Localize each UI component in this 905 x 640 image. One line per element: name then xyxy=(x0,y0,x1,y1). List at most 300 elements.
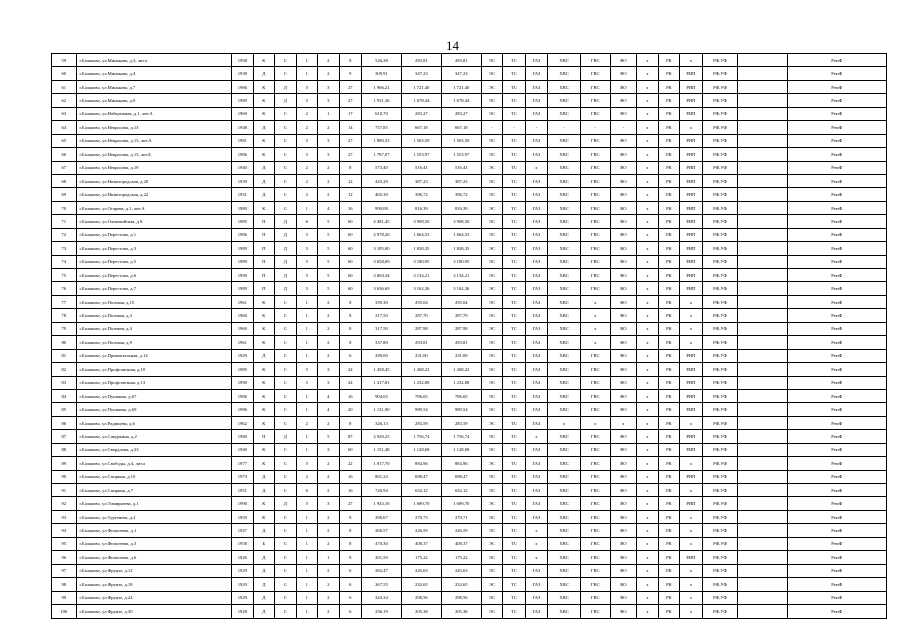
cell-equipment: х xyxy=(680,524,703,537)
cell-blank xyxy=(738,457,787,470)
cell-address: г.Балаково, ул.Свободы, д.4, лит.а xyxy=(76,457,232,470)
cell-floors: 2 xyxy=(318,67,339,80)
cell-foundation: РФ,УФ xyxy=(702,107,738,120)
cell-total-area: 4 481,45 xyxy=(362,215,402,228)
cell-hot-water: ГВС xyxy=(580,148,610,161)
cell-floors: 2 xyxy=(318,591,339,604)
cell-floors: 5 xyxy=(318,255,339,268)
cell-apartments: 8 xyxy=(339,551,362,564)
cell-elevator: х xyxy=(637,604,658,618)
cell-roof: РК xyxy=(658,524,679,537)
cell-power-supply: ЭС xyxy=(481,551,502,564)
cell-floor-material: Д xyxy=(275,94,296,107)
cell-living-area: 1 565,50 xyxy=(401,134,441,147)
cell-floors: 2 xyxy=(318,188,339,201)
cell-blank xyxy=(738,389,787,402)
cell-elevator: х xyxy=(637,295,658,308)
cell-residential-area: 1 128,68 xyxy=(441,443,481,456)
cell-address: г.Балаково, ул.Некрасова, д.13 xyxy=(76,121,232,134)
table-row xyxy=(52,524,887,537)
cell-living-area: 667,18 xyxy=(401,121,441,134)
cell-hot-water: ГВС xyxy=(580,107,610,120)
cell-total-area: 2 978,20 xyxy=(362,228,402,241)
cell-wall-material: Д xyxy=(253,591,274,604)
cell-equipment: х xyxy=(680,322,703,335)
cell-repair-fund: РемФ xyxy=(787,551,886,564)
cell-power-supply: ЭС xyxy=(481,591,502,604)
cell-roof: РК xyxy=(658,470,679,483)
cell-floor-material: С xyxy=(275,416,296,429)
cell-total-area: 260,57 xyxy=(362,524,402,537)
cell-sewerage: ВО xyxy=(610,67,637,80)
cell-blank xyxy=(738,255,787,268)
cell-total-area: 573,40 xyxy=(362,161,402,174)
cell-repair-fund: РемФ xyxy=(787,148,886,161)
cell-foundation: РФ,УФ xyxy=(702,336,738,349)
cell-build-year: 1961 xyxy=(232,336,253,349)
cell-equipment: РИП xyxy=(680,242,703,255)
cell-total-area: 2 020,25 xyxy=(362,430,402,443)
cell-floors: 2 xyxy=(318,349,339,362)
cell-build-year: 1948 xyxy=(232,121,253,134)
cell-hot-water: ГВС xyxy=(580,67,610,80)
cell-total-area: 201,59 xyxy=(362,551,402,564)
cell-gas: ГАЗ xyxy=(525,269,548,282)
cell-power-supply: ЭС xyxy=(481,564,502,577)
cell-floors: 5 xyxy=(318,228,339,241)
cell-equipment: х xyxy=(680,537,703,550)
cell-roof: РК xyxy=(658,430,679,443)
cell-residential-area: 3 162,36 xyxy=(441,282,481,295)
cell-row-number: 82 xyxy=(52,363,77,376)
cell-cold-water: ХВС xyxy=(548,389,581,402)
cell-hot-water: ГВС xyxy=(580,497,610,510)
cell-gas: ГАЗ xyxy=(525,591,548,604)
cell-build-year: 1989 xyxy=(232,94,253,107)
cell-power-supply: - xyxy=(481,121,502,134)
cell-living-area: 1 664,53 xyxy=(401,228,441,241)
cell-build-year: 1961 xyxy=(232,295,253,308)
cell-row-number: 67 xyxy=(52,161,77,174)
cell-gas: ГАЗ xyxy=(525,497,548,510)
cell-total-area: 299,00 xyxy=(362,349,402,362)
cell-residential-area: 205,38 xyxy=(441,604,481,618)
table-row xyxy=(52,497,887,510)
cell-blank xyxy=(738,269,787,282)
cell-hot-water: ГВС xyxy=(580,510,610,523)
cell-sewerage: ВО xyxy=(610,376,637,389)
cell-power-supply: ЭС xyxy=(481,349,502,362)
cell-equipment: РИП xyxy=(680,349,703,362)
cell-living-area: 3 134,21 xyxy=(401,269,441,282)
cell-living-area: 884,96 xyxy=(401,457,441,470)
cell-power-supply: ЭС xyxy=(481,309,502,322)
cell-heating: ТС xyxy=(503,443,526,456)
cell-living-area: 298,56 xyxy=(401,591,441,604)
cell-blank xyxy=(738,537,787,550)
cell-foundation: РФ,УФ xyxy=(702,470,738,483)
cell-roof: РК xyxy=(658,484,679,497)
cell-entrances: 5 xyxy=(296,94,317,107)
cell-floor-material: С xyxy=(275,67,296,80)
table-row xyxy=(52,389,887,402)
cell-wall-material: Б xyxy=(253,537,274,550)
cell-heating: ТС xyxy=(503,201,526,214)
cell-elevator: х xyxy=(637,470,658,483)
cell-living-area: 1 756,74 xyxy=(401,430,441,443)
cell-blank xyxy=(738,188,787,201)
cell-heating: ТС xyxy=(503,551,526,564)
cell-floor-material: С xyxy=(275,363,296,376)
cell-heating: ТС xyxy=(503,430,526,443)
cell-row-number: 89 xyxy=(52,457,77,470)
table-row xyxy=(52,443,887,456)
cell-address: г.Балаково, ул.Сакуркина, д.2 xyxy=(76,430,232,443)
cell-floors: 2 xyxy=(318,309,339,322)
cell-equipment: РИП xyxy=(680,134,703,147)
cell-address: г.Балаково, ул.Спирина, д.7 xyxy=(76,484,232,497)
cell-address: г.Балаково, ул.Фрунзе, д.12 xyxy=(76,564,232,577)
cell-residential-area: 287,70 xyxy=(441,309,481,322)
cell-repair-fund: РемФ xyxy=(787,54,886,67)
cell-total-area: 801,24 xyxy=(362,470,402,483)
cell-equipment: РИП xyxy=(680,201,703,214)
cell-living-area: 1 232,88 xyxy=(401,376,441,389)
cell-living-area: 396,72 xyxy=(401,188,441,201)
cell-floor-material: С xyxy=(275,604,296,618)
cell-heating: ТС xyxy=(503,228,526,241)
cell-sewerage: ВО xyxy=(610,148,637,161)
cell-elevator: х xyxy=(637,551,658,564)
cell-power-supply: ЭС xyxy=(481,161,502,174)
cell-floor-material: Д xyxy=(275,430,296,443)
cell-sewerage: ВО xyxy=(610,215,637,228)
cell-row-number: 66 xyxy=(52,148,77,161)
cell-address: г.Балаково, ул.Пушкина, д.67 xyxy=(76,389,232,402)
cell-wall-material: К xyxy=(253,336,274,349)
cell-entrances: 2 xyxy=(296,121,317,134)
cell-build-year: 1962 xyxy=(232,416,253,429)
cell-wall-material: К xyxy=(253,134,274,147)
cell-living-area: 1 268,22 xyxy=(401,363,441,376)
cell-build-year: 1980 xyxy=(232,430,253,443)
cell-residential-area: 1 678,44 xyxy=(441,94,481,107)
cell-roof: РК xyxy=(658,591,679,604)
cell-gas: х xyxy=(525,430,548,443)
cell-foundation: РФ,УФ xyxy=(702,161,738,174)
cell-equipment: РИП xyxy=(680,148,703,161)
cell-apartments: 87 xyxy=(339,430,362,443)
cell-elevator: х xyxy=(637,510,658,523)
cell-roof: РК xyxy=(658,510,679,523)
cell-power-supply: ЭС xyxy=(481,242,502,255)
cell-cold-water: ХВС xyxy=(548,228,581,241)
cell-elevator: х xyxy=(637,591,658,604)
cell-hot-water: ГВС xyxy=(580,524,610,537)
cell-row-number: 96 xyxy=(52,551,77,564)
cell-floors: 4 xyxy=(318,403,339,416)
cell-blank xyxy=(738,107,787,120)
cell-gas: ГАЗ xyxy=(525,443,548,456)
page-number: 14 xyxy=(446,38,459,53)
cell-cold-water: - xyxy=(548,121,581,134)
cell-floor-material: Д xyxy=(275,497,296,510)
cell-hot-water: ГВС xyxy=(580,443,610,456)
cell-address: г.Балаково, ул.Фильтеева, д.3 xyxy=(76,537,232,550)
cell-hot-water: ГВС xyxy=(580,403,610,416)
cell-heating: ТС xyxy=(503,470,526,483)
cell-hot-water: ГВС xyxy=(580,201,610,214)
cell-entrances: 1 xyxy=(296,604,317,618)
cell-floors: 3 xyxy=(318,80,339,93)
cell-equipment: РИП xyxy=(680,443,703,456)
cell-address: г.Балаково, ул.Тимирязева, д.1 xyxy=(76,497,232,510)
cell-repair-fund: РемФ xyxy=(787,107,886,120)
cell-total-area: 904,65 xyxy=(362,389,402,402)
cell-cold-water: ХВС xyxy=(548,403,581,416)
cell-floor-material: С xyxy=(275,121,296,134)
cell-row-number: 75 xyxy=(52,269,77,282)
cell-address: г.Балаково, ул.Огарева, д.1, лит.А xyxy=(76,201,232,214)
cell-cold-water: ХВС xyxy=(548,322,581,335)
cell-residential-area: 283,59 xyxy=(441,416,481,429)
cell-foundation: РФ,УФ xyxy=(702,430,738,443)
cell-total-area: 3 658,69 xyxy=(362,255,402,268)
cell-entrances: 1 xyxy=(296,349,317,362)
cell-residential-area: 667,18 xyxy=(441,121,481,134)
cell-floors: 2 xyxy=(318,604,339,618)
cell-blank xyxy=(738,430,787,443)
cell-heating: ТС xyxy=(503,497,526,510)
cell-floors: 5 xyxy=(318,282,339,295)
cell-repair-fund: РемФ xyxy=(787,389,886,402)
cell-entrances: 5 xyxy=(296,80,317,93)
cell-power-supply: ЭС xyxy=(481,215,502,228)
cell-gas: ГАЗ xyxy=(525,67,548,80)
cell-hot-water: ГВС xyxy=(580,457,610,470)
cell-cold-water: ХВС xyxy=(548,80,581,93)
cell-build-year: 1929 xyxy=(232,349,253,362)
cell-elevator: х xyxy=(637,443,658,456)
cell-foundation: РФ,УФ xyxy=(702,349,738,362)
cell-blank xyxy=(738,201,787,214)
cell-floors: 2 xyxy=(318,470,339,483)
cell-row-number: 61 xyxy=(52,80,77,93)
cell-heating: ТС xyxy=(503,403,526,416)
cell-total-area: 1 931,36 xyxy=(362,94,402,107)
cell-hot-water: х xyxy=(580,295,610,308)
cell-wall-material: К xyxy=(253,376,274,389)
cell-roof: РК xyxy=(658,201,679,214)
cell-living-area: 231,00 xyxy=(401,349,441,362)
cell-gas: ГАЗ xyxy=(525,484,548,497)
cell-row-number: 85 xyxy=(52,403,77,416)
cell-sewerage: ВО xyxy=(610,564,637,577)
cell-elevator: х xyxy=(637,403,658,416)
cell-entrances: 2 xyxy=(296,107,317,120)
cell-apartments: 8 xyxy=(339,336,362,349)
cell-floor-material: С xyxy=(275,107,296,120)
cell-repair-fund: РемФ xyxy=(787,484,886,497)
cell-apartments: 17 xyxy=(339,107,362,120)
cell-residential-area: 231,00 xyxy=(441,349,481,362)
cell-foundation: РФ,УФ xyxy=(702,322,738,335)
cell-cold-water: ХВС xyxy=(548,282,581,295)
cell-total-area: 337,80 xyxy=(362,336,402,349)
cell-sewerage: ВО xyxy=(610,578,637,591)
cell-total-area: 1 787,07 xyxy=(362,148,402,161)
cell-blank xyxy=(738,497,787,510)
cell-gas: ГАЗ xyxy=(525,349,548,362)
cell-build-year: 1926 xyxy=(232,551,253,564)
cell-foundation: РФ,УФ xyxy=(702,416,738,429)
cell-wall-material: Д xyxy=(253,349,274,362)
cell-sewerage: ВО xyxy=(610,430,637,443)
cell-hot-water: ГВС xyxy=(580,578,610,591)
cell-repair-fund: РемФ xyxy=(787,255,886,268)
cell-power-supply: ЭС xyxy=(481,188,502,201)
cell-floors: 1 xyxy=(318,107,339,120)
cell-heating: - xyxy=(503,121,526,134)
cell-address: г.Балаково, ул.Перестова, д.5 xyxy=(76,255,232,268)
cell-blank xyxy=(738,174,787,187)
cell-wall-material: К xyxy=(253,497,274,510)
cell-residential-area: 1 689,70 xyxy=(441,497,481,510)
cell-apartments: 60 xyxy=(339,443,362,456)
cell-residential-area: 3 180,95 xyxy=(441,255,481,268)
cell-gas: ГАЗ xyxy=(525,604,548,618)
cell-repair-fund: РемФ xyxy=(787,282,886,295)
cell-row-number: 62 xyxy=(52,94,77,107)
cell-floor-material: Д xyxy=(275,80,296,93)
cell-total-area: 3 185,00 xyxy=(362,242,402,255)
cell-floor-material: Д xyxy=(275,255,296,268)
cell-entrances: 1 xyxy=(296,295,317,308)
cell-roof: РК xyxy=(658,174,679,187)
cell-gas: х xyxy=(525,161,548,174)
cell-apartments: 8 xyxy=(339,416,362,429)
cell-repair-fund: РемФ xyxy=(787,430,886,443)
cell-wall-material: Д xyxy=(253,121,274,134)
cell-sewerage: ВО xyxy=(610,457,637,470)
cell-equipment: РИП xyxy=(680,269,703,282)
cell-build-year: 1973 xyxy=(232,470,253,483)
cell-residential-area: 347,23 xyxy=(441,67,481,80)
cell-build-year: 1960 xyxy=(232,322,253,335)
cell-equipment: РИП xyxy=(680,107,703,120)
cell-gas: х xyxy=(525,551,548,564)
cell-address: г.Балаково, ул.Фрунзе, д.24 xyxy=(76,591,232,604)
table-row xyxy=(52,134,887,147)
cell-roof: РК xyxy=(658,228,679,241)
cell-residential-area: 226,59 xyxy=(441,524,481,537)
cell-entrances: 5 xyxy=(296,497,317,510)
cell-power-supply: ЭС xyxy=(481,282,502,295)
cell-total-area: 465,30 xyxy=(362,188,402,201)
cell-elevator: х xyxy=(637,389,658,402)
cell-foundation: РФ,УФ xyxy=(702,67,738,80)
cell-floor-material: С xyxy=(275,510,296,523)
cell-row-number: 93 xyxy=(52,510,77,523)
cell-address: г.Балаково, ул.Пушкина, д.69 xyxy=(76,403,232,416)
cell-roof: РК xyxy=(658,443,679,456)
cell-floors: 2 xyxy=(318,161,339,174)
cell-apartments: 60 xyxy=(339,228,362,241)
cell-foundation: РФ,УФ xyxy=(702,269,738,282)
cell-power-supply: ЭС xyxy=(481,403,502,416)
cell-floor-material: Д xyxy=(275,228,296,241)
cell-elevator: х xyxy=(637,282,658,295)
cell-total-area: 1 151,48 xyxy=(362,443,402,456)
cell-row-number: 72 xyxy=(52,228,77,241)
cell-entrances: 5 xyxy=(296,228,317,241)
cell-foundation: РФ,УФ xyxy=(702,188,738,201)
cell-build-year: 1947 xyxy=(232,524,253,537)
cell-cold-water: ХВС xyxy=(548,54,581,67)
table-row xyxy=(52,201,887,214)
cell-address: г.Балаково, ул.Профсоюзная, д.10 xyxy=(76,363,232,376)
cell-equipment: РИП xyxy=(680,389,703,402)
cell-living-area: 270,73 xyxy=(401,510,441,523)
cell-blank xyxy=(738,322,787,335)
cell-apartments: 24 xyxy=(339,363,362,376)
cell-entrances: 2 xyxy=(296,470,317,483)
table-row xyxy=(52,242,887,255)
cell-total-area: 445,29 xyxy=(362,174,402,187)
cell-apartments: 16 xyxy=(339,389,362,402)
cell-sewerage: ВО xyxy=(610,497,637,510)
cell-gas: ГАЗ xyxy=(525,403,548,416)
cell-hot-water: ГВС xyxy=(580,591,610,604)
cell-roof: РК xyxy=(658,94,679,107)
cell-blank xyxy=(738,551,787,564)
table-row xyxy=(52,604,887,618)
cell-foundation: РФ,УФ xyxy=(702,591,738,604)
cell-total-area: 3 636,69 xyxy=(362,282,402,295)
cell-entrances: 1 xyxy=(296,430,317,443)
cell-roof: РК xyxy=(658,403,679,416)
cell-floor-material: С xyxy=(275,524,296,537)
cell-equipment: РИП xyxy=(680,215,703,228)
cell-gas: - xyxy=(525,121,548,134)
cell-cold-water: ХВС xyxy=(548,242,581,255)
cell-equipment: РИП xyxy=(680,161,703,174)
cell-elevator: х xyxy=(637,188,658,201)
cell-cold-water: ХВС xyxy=(548,363,581,376)
cell-foundation: РФ,УФ xyxy=(702,295,738,308)
cell-entrances: 2 xyxy=(296,188,317,201)
cell-entrances: 1 xyxy=(296,67,317,80)
cell-row-number: 91 xyxy=(52,484,77,497)
cell-repair-fund: РемФ xyxy=(787,604,886,618)
cell-wall-material: К xyxy=(253,457,274,470)
table-row xyxy=(52,121,887,134)
cell-floors: 5 xyxy=(318,215,339,228)
cell-blank xyxy=(738,363,787,376)
cell-gas: ГАЗ xyxy=(525,215,548,228)
cell-blank xyxy=(738,80,787,93)
housing-register-table xyxy=(51,53,887,619)
cell-heating: ТС xyxy=(503,282,526,295)
cell-build-year: 1940 xyxy=(232,161,253,174)
cell-row-number: 88 xyxy=(52,443,77,456)
cell-roof: РК xyxy=(658,242,679,255)
cell-cold-water: ХВС xyxy=(548,537,581,550)
cell-hot-water: ГВС xyxy=(580,349,610,362)
cell-floors: 4 xyxy=(318,389,339,402)
cell-sewerage: ВО xyxy=(610,524,637,537)
cell-roof: РК xyxy=(658,188,679,201)
